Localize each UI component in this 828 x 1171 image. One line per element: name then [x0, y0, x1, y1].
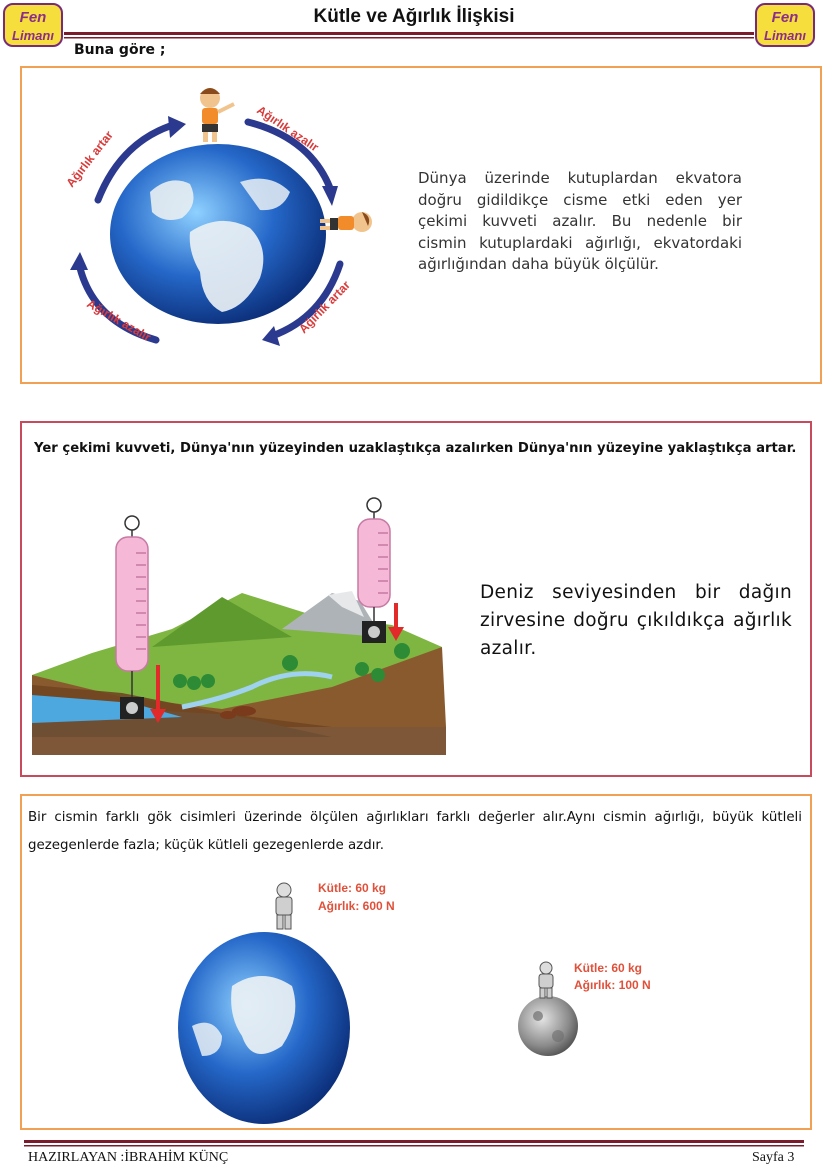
label-bottom-right: Ağırlık artar — [296, 277, 353, 337]
logo-text-fen: Fen — [771, 9, 799, 26]
label-top-left: Ağırlık artar — [63, 128, 116, 190]
logo-text-limani: Limanı — [764, 28, 806, 43]
fen-limani-logo — [754, 2, 816, 48]
moon-icon — [518, 996, 578, 1056]
altitude-paragraph: Deniz seviyesinden bir dağın zirvesine doğru çıkıldıkça ağırlık azalır. — [480, 582, 792, 659]
label-bottom-left: Ağırlık azalır — [84, 296, 154, 345]
astronaut-earth-icon — [276, 883, 292, 929]
label-top-right: Ağırlık azalır — [254, 102, 322, 155]
section-planets — [20, 794, 812, 1130]
planets-statement: Bir cismin farklı gök cisimleri üzerinde ölçülen ağırlıkları farklı değerler alır.Aynı cismin ağırlığı, büyük kütleli gezegenlerde fazla; küçük kütleli gezegenlerde azdır. — [28, 810, 802, 853]
mountain-diagram — [32, 497, 452, 755]
section-poles-equator — [20, 66, 822, 384]
earth-rotation-diagram — [40, 82, 370, 372]
footer-divider — [24, 1140, 804, 1148]
intro-text: Buna göre ; — [74, 42, 166, 58]
earth-mass-label: Kütle: 60 kg — [318, 881, 387, 895]
child-at-equator-icon — [320, 212, 372, 232]
header-divider — [64, 32, 754, 40]
landscape-icon — [32, 591, 446, 755]
moon-mass-label: Kütle: 60 kg — [574, 961, 643, 975]
footer-author: HAZIRLAYAN :İBRAHİM KÜNÇ — [28, 1150, 229, 1165]
page-title: Kütle ve Ağırlık İlişkisi — [313, 6, 515, 27]
logo-text-limani: Limanı — [12, 28, 54, 43]
earth-globe-icon — [110, 144, 326, 324]
child-at-pole-icon — [200, 88, 234, 142]
moon-weight-label: Ağırlık: 100 N — [574, 978, 651, 992]
spring-scale-summit-icon — [358, 498, 390, 643]
footer-page-number: Sayfa 3 — [752, 1150, 795, 1165]
earth-weight-label: Ağırlık: 600 N — [318, 899, 395, 913]
logo-text-fen: Fen — [19, 9, 47, 26]
altitude-statement: Yer çekimi kuvveti, Dünya'nın yüzeyinden uzaklaştıkça azalırken Dünya'nın yüzeyine yaklaştıkça artar. — [34, 441, 797, 456]
poles-equator-paragraph: Dünya üzerinde kutuplardan ekvatora doğru gidildikçe cisme etki eden yer çekimi kuvveti azalır. Bu nedenle bir cismin kutuplardaki ağırlığı, ekvatordaki ağırlığından daha büyük ölçülür. — [418, 169, 742, 273]
astronaut-moon-icon — [539, 962, 553, 998]
planets-diagram — [172, 876, 651, 1126]
section-altitude — [20, 421, 812, 777]
earth-planet-icon — [178, 932, 350, 1124]
